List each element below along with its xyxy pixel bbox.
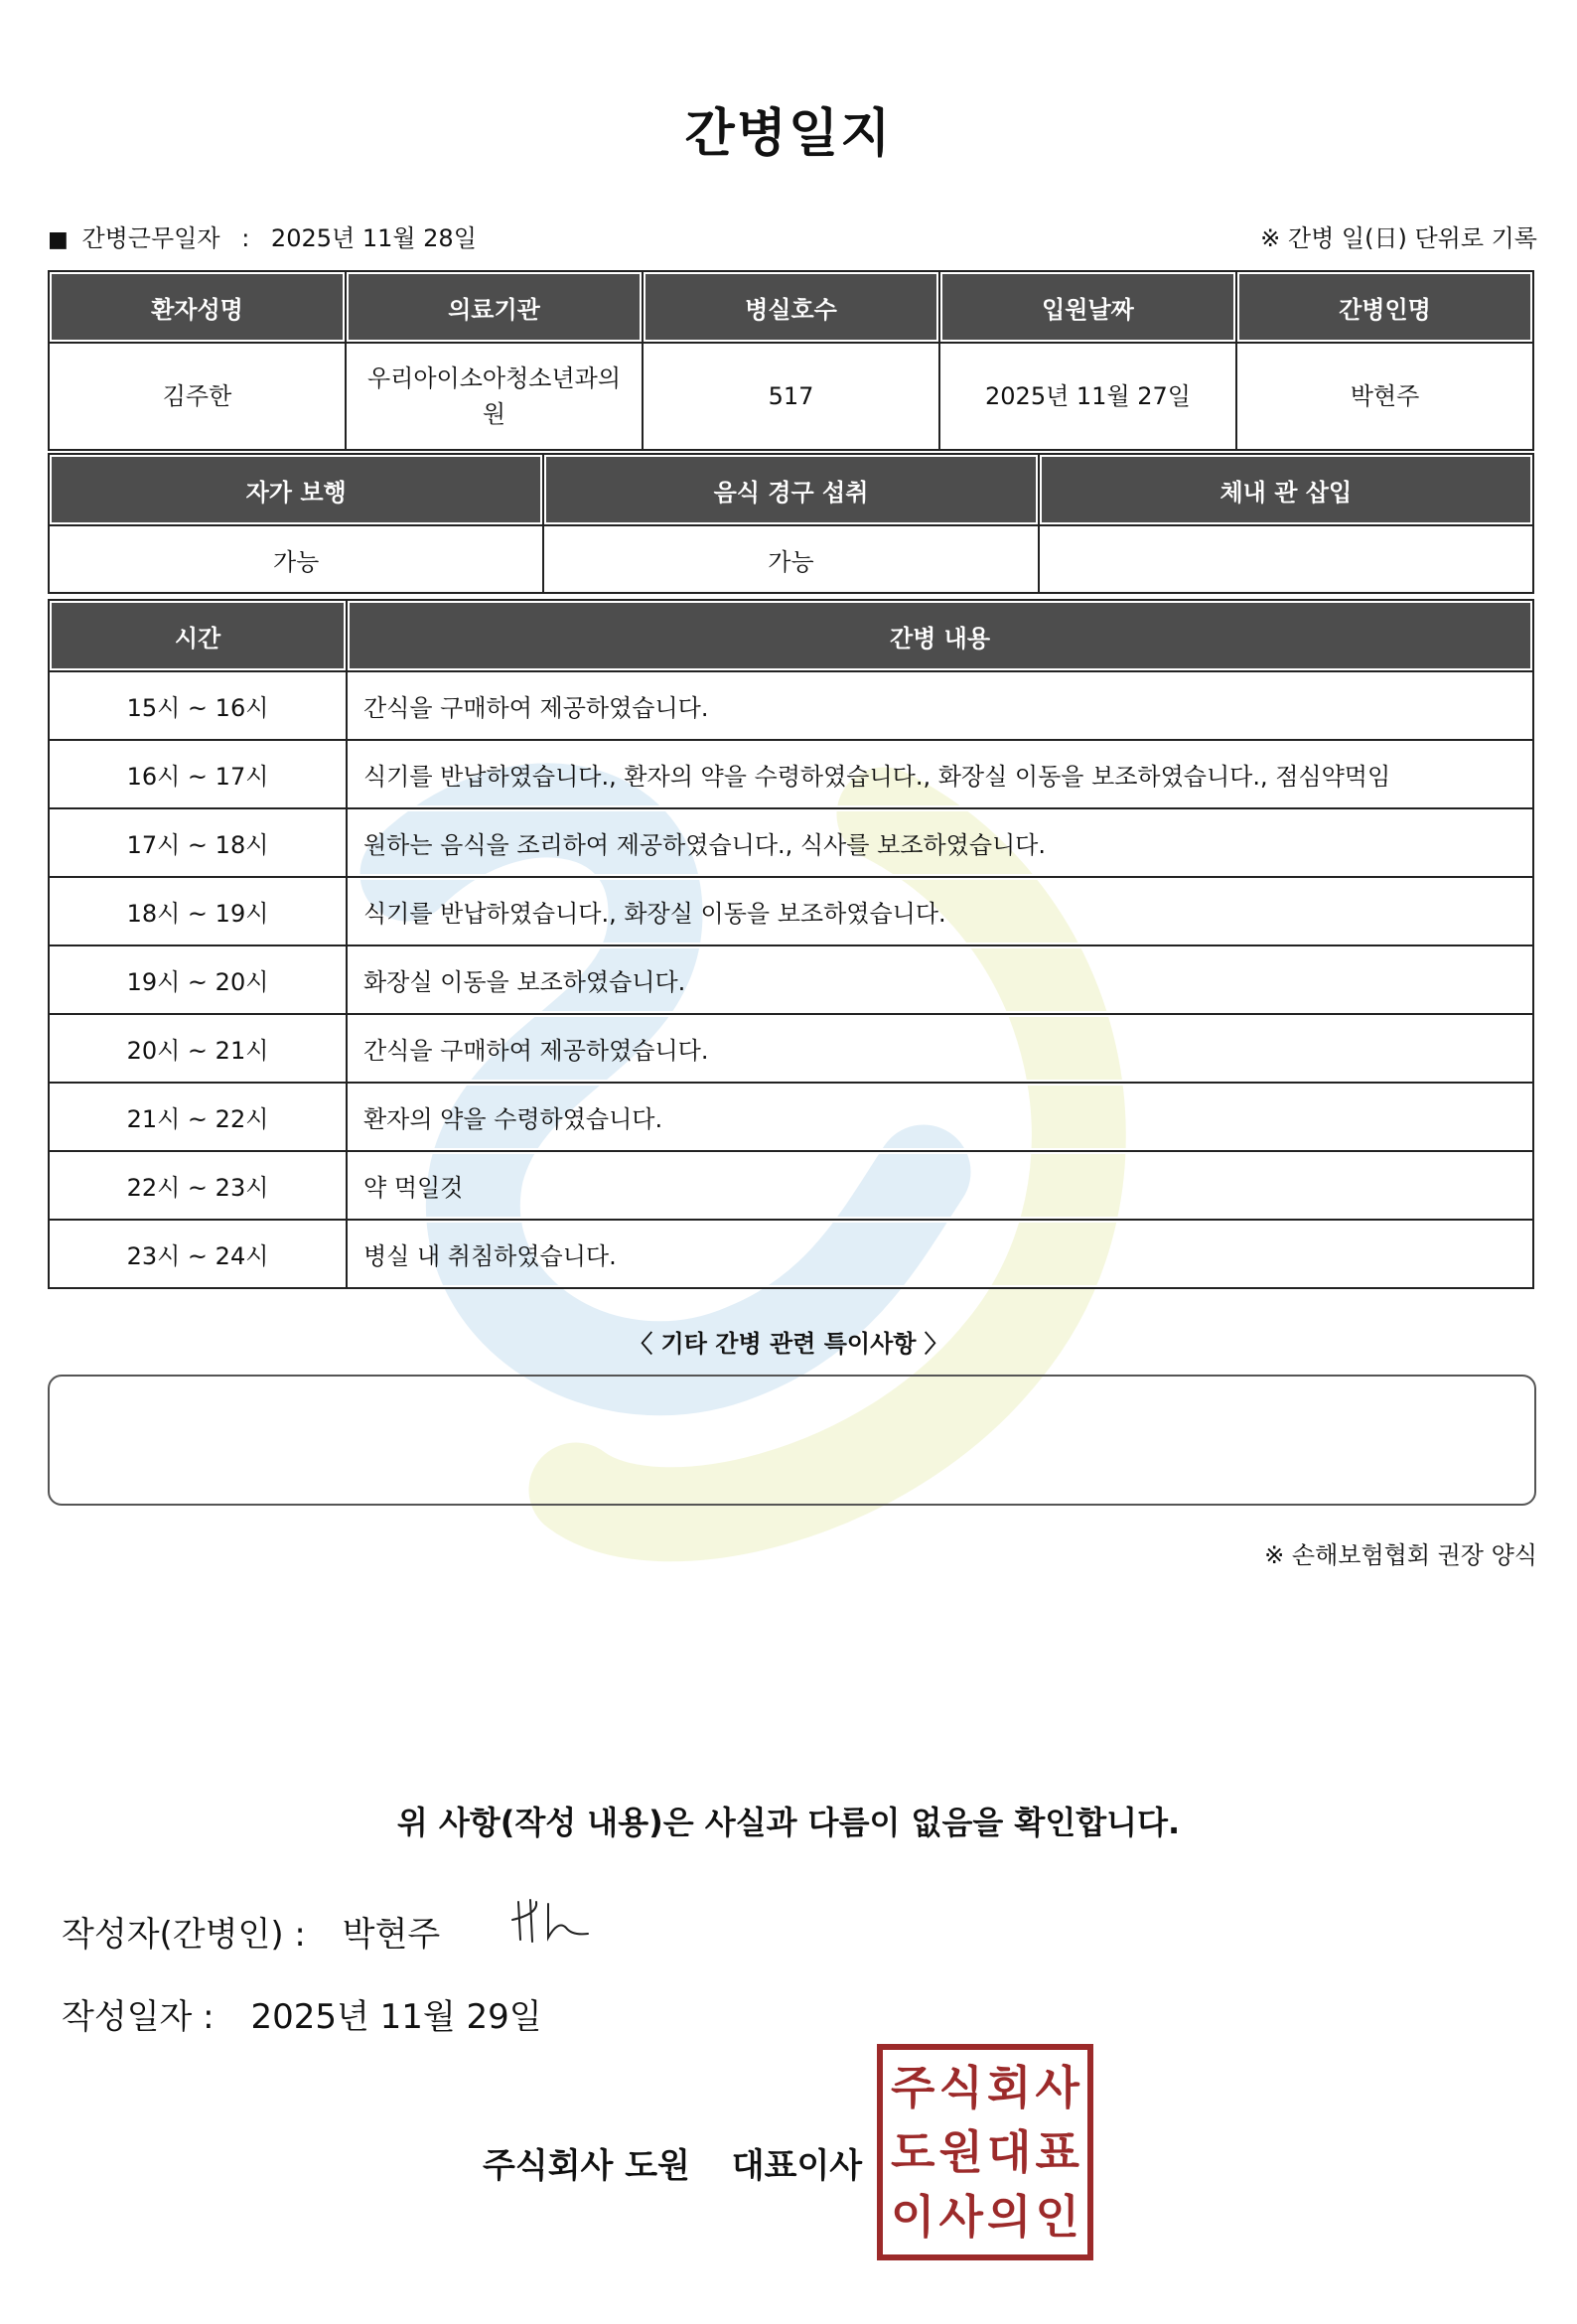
- square-bullet-icon: ■: [48, 227, 69, 252]
- log-time: 19시 ~ 20시: [49, 945, 347, 1014]
- log-content: 원하는 음식을 조리하여 제공하였습니다., 식사를 보조하였습니다.: [347, 808, 1533, 877]
- care-log-table: [48, 599, 1534, 1289]
- table-row: [49, 343, 1533, 450]
- oral-intake-value: 가능: [543, 525, 1038, 593]
- log-time: 17시 ~ 18시: [49, 808, 347, 877]
- header-oral-intake: 음식 경구 섭취: [543, 454, 1038, 525]
- log-time: 23시 ~ 24시: [49, 1220, 347, 1288]
- header-patient-name: 환자성명: [49, 271, 346, 343]
- caregiver-name: 박현주: [1236, 343, 1533, 450]
- form-footnote: ※ 손해보험협회 권장 양식: [1264, 1541, 1537, 1569]
- admission-date: 2025년 11월 27일: [939, 343, 1236, 450]
- work-date-label: 간병근무일자: [81, 224, 220, 252]
- header-admission-date: 입원날짜: [939, 271, 1236, 343]
- seal-char: 대: [987, 2124, 1032, 2179]
- table-row: [49, 1014, 1533, 1083]
- table-row: [49, 808, 1533, 877]
- table-row: [49, 1220, 1533, 1288]
- log-content: 식기를 반납하였습니다., 화장실 이동을 보조하였습니다.: [347, 877, 1533, 945]
- log-time: 21시 ~ 22시: [49, 1083, 347, 1151]
- header-room-number: 병실호수: [643, 271, 939, 343]
- seal-char: 회: [987, 2061, 1032, 2115]
- hospital-name: 우리아이소아청소년과의원: [346, 343, 643, 450]
- writer-name: 박현주: [342, 1915, 441, 1955]
- remarks-box: [48, 1375, 1536, 1506]
- writer-label: 작성자(간병인) :: [62, 1915, 306, 1955]
- company-title: 대표이사: [731, 2146, 863, 2186]
- table-row: [49, 1151, 1533, 1220]
- patient-status-table: [48, 453, 1534, 594]
- table-row: [49, 525, 1533, 593]
- seal-char: 의: [987, 2189, 1032, 2244]
- work-date-separator: :: [241, 224, 250, 252]
- log-time: 22시 ~ 23시: [49, 1151, 347, 1220]
- table-row: [49, 740, 1533, 808]
- seal-char: 원: [938, 2124, 983, 2179]
- seal-char: 식: [938, 2061, 983, 2115]
- confirmation-statement: 위 사항(작성 내용)은 사실과 다름이 없음을 확인합니다.: [396, 1804, 1181, 1841]
- written-date-label: 작성일자 :: [62, 1997, 215, 2037]
- log-time: 16시 ~ 17시: [49, 740, 347, 808]
- header-care-content: 간병 내용: [347, 600, 1533, 671]
- seal-char: 사: [1035, 2061, 1079, 2115]
- self-walking-value: 가능: [49, 525, 543, 593]
- table-row: [49, 877, 1533, 945]
- log-content: 화장실 이동을 보조하였습니다.: [347, 945, 1533, 1014]
- table-header-row: [49, 600, 1533, 671]
- seal-char: 사: [938, 2189, 983, 2244]
- log-content: 병실 내 취침하였습니다.: [347, 1220, 1533, 1288]
- log-content: 식기를 반납하였습니다., 환자의 약을 수령하였습니다., 화장실 이동을 보조하였습니다., 점심약먹임: [347, 740, 1533, 808]
- unit-note: ※ 간병 일(日) 단위로 기록: [1260, 224, 1537, 252]
- company-name: 주식회사 도원: [483, 2146, 690, 2186]
- seal-char: 주: [891, 2061, 935, 2115]
- header-caregiver-name: 간병인명: [1236, 271, 1533, 343]
- log-time: 18시 ~ 19시: [49, 877, 347, 945]
- table-header-row: [49, 454, 1533, 525]
- patient-name: 김주한: [49, 343, 346, 450]
- room-number: 517: [643, 343, 939, 450]
- header-time: 시간: [49, 600, 347, 671]
- log-time: 15시 ~ 16시: [49, 671, 347, 740]
- table-row: [49, 945, 1533, 1014]
- signature-icon: [508, 1892, 598, 1952]
- seal-char: 인: [1035, 2189, 1079, 2244]
- seal-char: 도: [891, 2124, 935, 2179]
- seal-char: 이: [891, 2189, 935, 2244]
- written-date-line: [62, 1989, 542, 2038]
- log-content: 간식을 구매하여 제공하였습니다.: [347, 671, 1533, 740]
- log-content: 환자의 약을 수령하였습니다.: [347, 1083, 1533, 1151]
- company-line: [483, 2138, 862, 2187]
- writer-line: [62, 1907, 440, 1956]
- tube-insertion-value: [1039, 525, 1533, 593]
- table-row: [49, 1083, 1533, 1151]
- log-time: 20시 ~ 21시: [49, 1014, 347, 1083]
- seal-char: 표: [1035, 2124, 1079, 2179]
- work-date-line: [48, 218, 477, 253]
- work-date-value: 2025년 11월 28일: [270, 224, 477, 252]
- header-hospital: 의료기관: [346, 271, 643, 343]
- table-header-row: [49, 271, 1533, 343]
- patient-info-table: [48, 270, 1534, 451]
- written-date-value: 2025년 11월 29일: [250, 1997, 542, 2037]
- log-content: 간식을 구매하여 제공하였습니다.: [347, 1014, 1533, 1083]
- header-tube-insertion: 체내 관 삽입: [1039, 454, 1533, 525]
- log-content: 약 먹일것: [347, 1151, 1533, 1220]
- company-seal-icon: [877, 2044, 1093, 2260]
- remarks-title: 〈 기타 간병 관련 특이사항 〉: [629, 1330, 948, 1358]
- table-row: [49, 671, 1533, 740]
- document-title: 간병일지: [684, 104, 893, 164]
- header-self-walking: 자가 보행: [49, 454, 543, 525]
